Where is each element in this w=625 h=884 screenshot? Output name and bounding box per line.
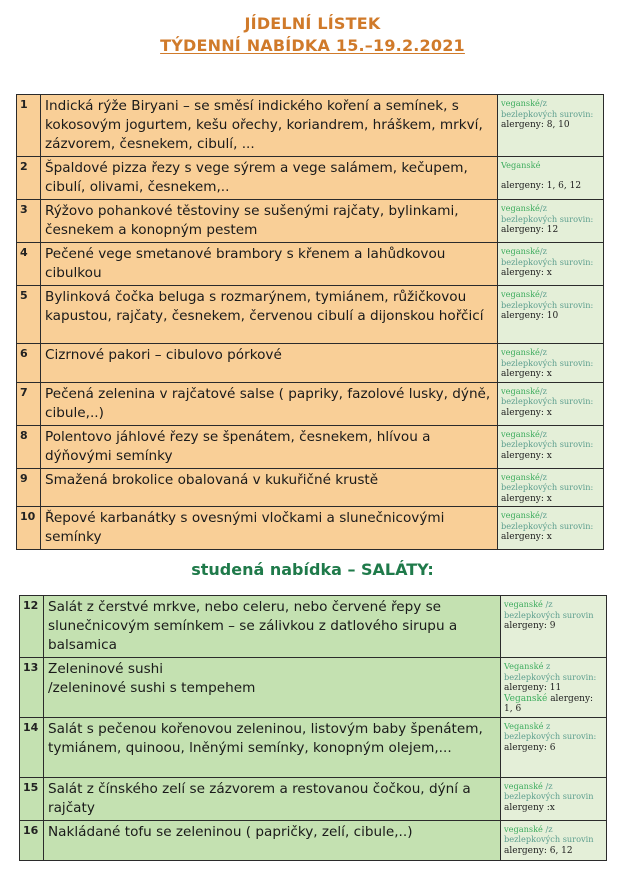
gluten-free-label: /z bezlepkových surovin:	[501, 428, 594, 449]
dish-description: Bylinková čočka beluga s rozmarýnem, tymiánem, růžičkovou kapustou, rajčaty, česnekem, červenou cibulí a dijonskou hořčicí	[41, 286, 498, 344]
dish-number: 13	[20, 658, 44, 718]
allergens-label: alergeny: 12	[501, 225, 559, 235]
menu-row	[20, 658, 607, 718]
gluten-free-label: /z bezlepkových surovin:	[501, 510, 594, 531]
gluten-free-label: /z bezlepkových surovin:	[501, 471, 594, 492]
allergens-label: alergeny: x	[501, 532, 552, 542]
dish-description: Řepové karbanátky s ovesnými vločkami a slunečnicovými semínky	[41, 507, 498, 550]
extra-allergens-label: alergeny: 1, 6	[504, 693, 594, 714]
menu-row	[20, 717, 607, 777]
dish-number: 5	[17, 286, 41, 344]
dish-description: Salát z čerstvé mrkve, nebo celeru, nebo červené řepy se slunečnicovým semínkem – se zálivkou z datlového sirupu a balsamica	[44, 596, 501, 658]
gluten-free-label: /z bezlepkových surovin	[504, 780, 594, 801]
dish-description: Polentovo jáhlové řezy se špenátem, česnekem, hlívou a dýňovými semínky	[41, 425, 498, 468]
dish-info	[501, 717, 607, 777]
dish-description: Špaldové pizza řezy s vege sýrem a vege salámem, kečupem, cibulí, olivami, česnekem,..	[41, 157, 498, 200]
dish-number: 10	[17, 507, 41, 550]
gluten-free-label: /z bezlepkových surovin:	[501, 289, 594, 310]
spacer	[501, 171, 601, 180]
gluten-free-label: /z bezlepkových surovin:	[501, 246, 594, 267]
gluten-free-label: z bezlepkových surovin:	[504, 661, 597, 682]
hot-menu-table	[16, 94, 604, 550]
menu-title: JÍDELNÍ LÍSTEK	[244, 14, 381, 33]
dish-number: 12	[20, 596, 44, 658]
allergens-label: alergeny: 6	[504, 742, 556, 753]
dish-info	[498, 200, 604, 243]
vegan-label: veganské	[501, 246, 540, 256]
allergens-label: alergeny: 8, 10	[501, 120, 570, 130]
menu-row	[17, 157, 604, 200]
dish-description: Pečené vege smetanové brambory s křenem a lahůdkovou cibulkou	[41, 243, 498, 286]
gluten-free-label: /z bezlepkových surovin:	[501, 98, 594, 119]
dish-description: Cizrnové pakori – cibulovo pórkové	[41, 344, 498, 383]
gluten-free-label: /z bezlepkových surovin:	[501, 203, 594, 224]
allergens-label: alergeny: 6, 12	[504, 845, 573, 856]
dish-info	[498, 286, 604, 344]
menu-row	[17, 468, 604, 507]
menu-row	[17, 344, 604, 383]
dish-number: 1	[17, 95, 41, 157]
dish-number: 15	[20, 777, 44, 820]
dish-info	[498, 95, 604, 157]
dish-info	[498, 507, 604, 550]
allergens-label: alergeny: 9	[504, 621, 556, 631]
dish-description: Zeleninové sushi /zeleninové sushi s tempehem	[44, 658, 501, 718]
dish-info	[498, 243, 604, 286]
dish-info	[501, 658, 607, 718]
allergens-label: alergeny: x	[501, 369, 552, 379]
gluten-free-label: /z bezlepkových surovin	[504, 599, 594, 620]
gluten-free-label: /z bezlepkových surovin:	[501, 385, 594, 406]
dish-number: 4	[17, 243, 41, 286]
vegan-label: veganské	[501, 203, 540, 213]
menu-row	[20, 820, 607, 860]
menu-row	[17, 382, 604, 425]
menu-row	[20, 596, 607, 658]
vegan-label: Veganské	[504, 661, 544, 671]
allergens-label: alergeny: 10	[501, 311, 559, 321]
salad-menu-table	[19, 595, 607, 861]
vegan-label: Veganské	[501, 160, 541, 170]
vegan-label: veganské	[501, 347, 540, 357]
dish-number: 8	[17, 425, 41, 468]
dish-number: 9	[17, 468, 41, 507]
vegan-label: veganské	[501, 98, 540, 108]
menu-row	[17, 425, 604, 468]
salads-heading: studená nabídka – SALÁTY:	[191, 560, 434, 579]
gluten-free-label: /z bezlepkových surovin	[504, 823, 594, 844]
vegan-label: veganské	[504, 780, 543, 791]
allergens-label: alergeny: 11	[504, 683, 562, 693]
dish-description: Indická rýže Biryani – se směsí indického koření a semínek, s kokosovým jogurtem, kešu ořechy, koriandrem, hráškem, mrkví, zázvorem, česnekem, cibulí, ...	[41, 95, 498, 157]
dish-number: 3	[17, 200, 41, 243]
menu-row	[17, 286, 604, 344]
vegan-label: veganské	[501, 385, 540, 396]
week-offer-subtitle: TÝDENNÍ NABÍDKA 15.–19.2.2021	[160, 36, 465, 55]
dish-description: Nakládané tofu se zeleninou ( papričky, zelí, cibule,..)	[44, 820, 501, 860]
allergens-label: alergeny: x	[501, 407, 552, 418]
dish-description: Pečená zelenina v rajčatové salse ( papriky, fazolové lusky, dýně, cibule,..)	[41, 382, 498, 425]
dish-number: 14	[20, 717, 44, 777]
dish-info	[498, 468, 604, 507]
allergens-label: alergeny: 1, 6, 12	[501, 180, 582, 191]
vegan-label: veganské	[504, 823, 543, 834]
dish-info	[501, 820, 607, 860]
dish-description: Salát z čínského zelí se zázvorem a restovanou čočkou, dýní a rajčaty	[44, 777, 501, 820]
menu-row	[17, 95, 604, 157]
menu-row	[17, 243, 604, 286]
extra-allergen-line	[504, 694, 604, 715]
vegan-label: veganské	[501, 289, 540, 299]
dish-info	[498, 382, 604, 425]
dish-number: 16	[20, 820, 44, 860]
vegan-label: Veganské	[504, 720, 544, 731]
extra-vegan-label: Veganské	[504, 693, 548, 704]
vegan-label: veganské	[501, 471, 540, 482]
dish-description: Rýžovo pohankové těstoviny se sušenými rajčaty, bylinkami, česnekem a konopným pestem	[41, 200, 498, 243]
dish-number: 6	[17, 344, 41, 383]
vegan-label: veganské	[504, 599, 543, 609]
dish-description: Salát s pečenou kořenovou zeleninou, listovým baby špenátem, tymiánem, quinoou, lněnými semínky, konopným olejem,...	[44, 717, 501, 777]
dish-info	[501, 777, 607, 820]
gluten-free-label: /z bezlepkových surovin:	[501, 347, 594, 368]
gluten-free-label: z bezlepkových surovin:	[504, 720, 597, 741]
dish-description: Smažená brokolice obalovaná v kukuřičné krustě	[41, 468, 498, 507]
allergens-label: alergeny: x	[501, 450, 552, 461]
dish-info	[498, 344, 604, 383]
allergens-label: alergeny: x	[501, 268, 552, 278]
dish-number: 7	[17, 382, 41, 425]
allergens-label: alergeny :x	[504, 802, 555, 813]
dish-info	[498, 425, 604, 468]
menu-row	[17, 507, 604, 550]
vegan-label: veganské	[501, 510, 540, 520]
menu-row	[20, 777, 607, 820]
allergens-label: alergeny: x	[501, 493, 552, 504]
vegan-label: veganské	[501, 428, 540, 439]
menu-row	[17, 200, 604, 243]
dish-info	[501, 596, 607, 658]
dish-info	[498, 157, 604, 200]
dish-number: 2	[17, 157, 41, 200]
